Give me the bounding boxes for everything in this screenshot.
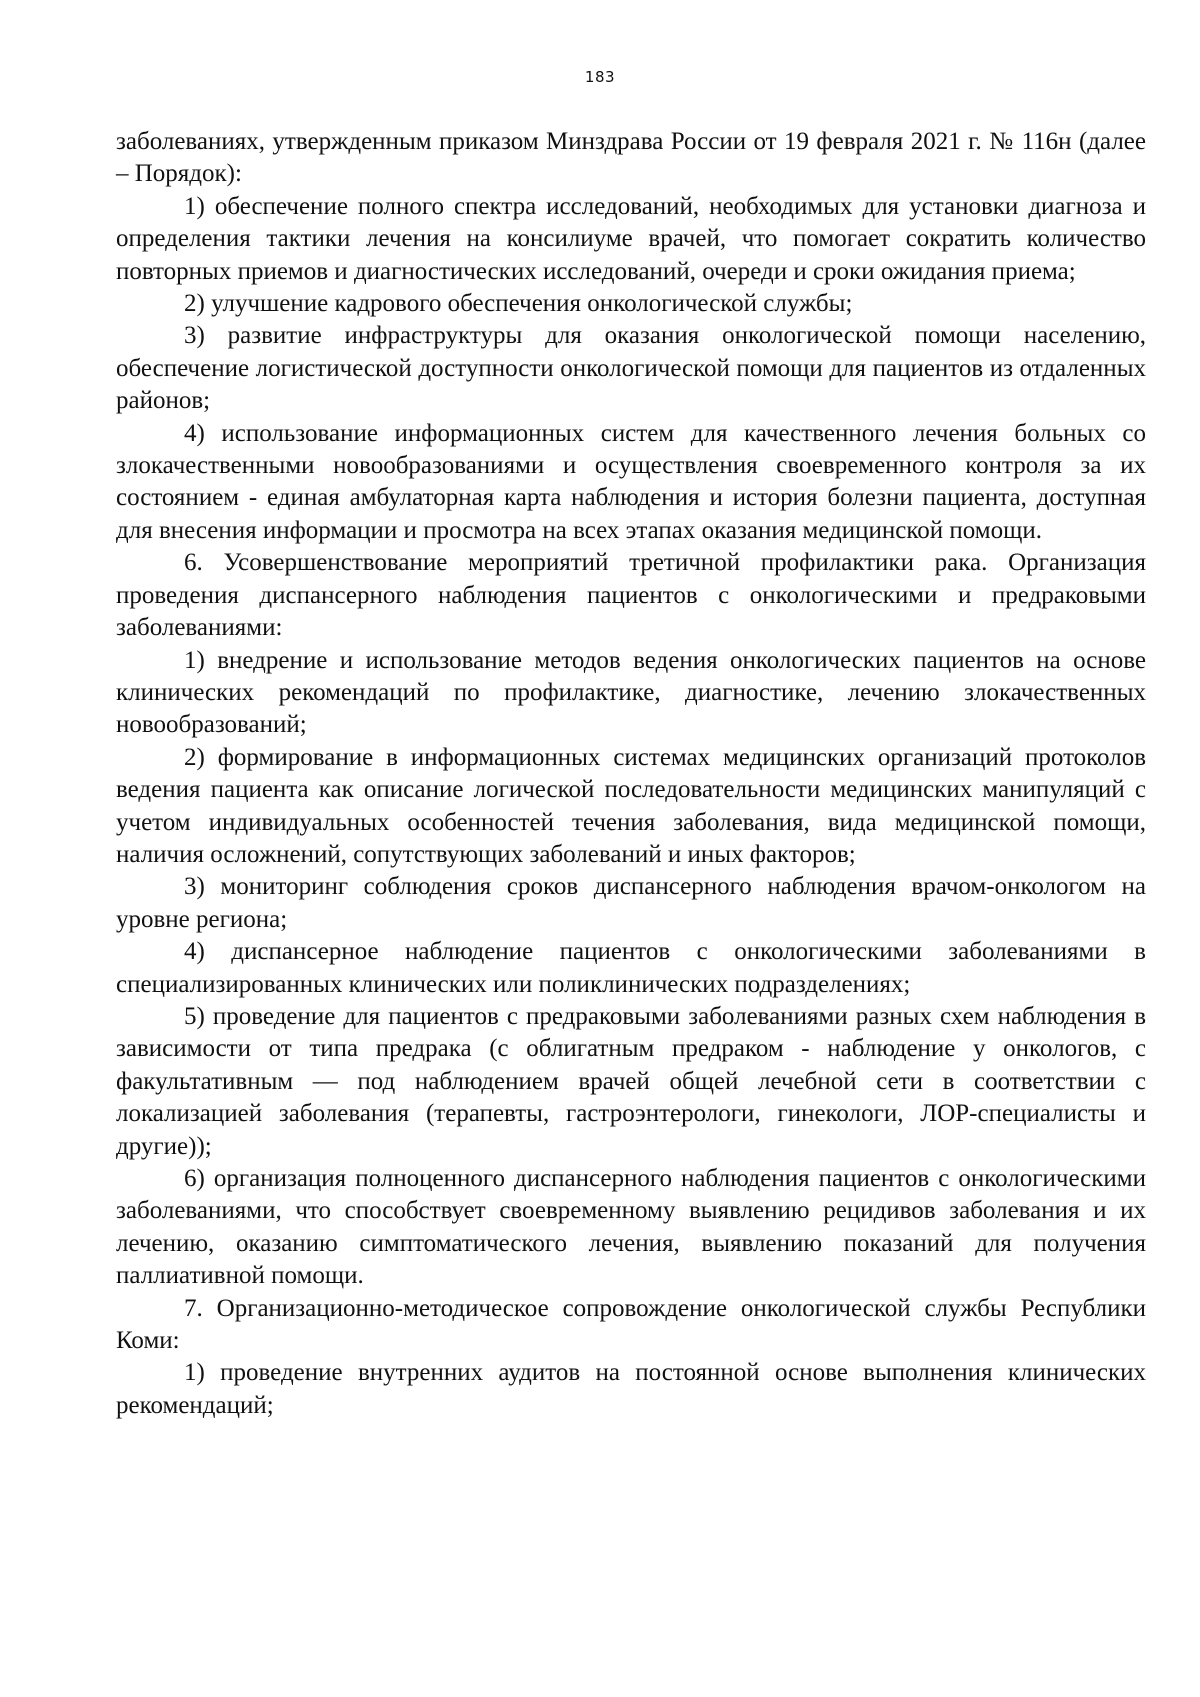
paragraph-item-4-information-systems: 4) использование информационных систем для качественного лечения больных со злокачественными новообразованиями и осуществления своевременного контроля за их состоянием - единая амбулаторная карта наблюдения и история болезни пациента, доступная для внесения информации и просмотра на всех этапах оказания медицинской помощи.: [116, 419, 1146, 544]
paragraph-item-6-3: 3) мониторинг соблюдения сроков диспансерного наблюдения врачом-онкологом на уровне региона;: [116, 873, 1146, 933]
paragraph-item-1-full-spectrum: 1) обеспечение полного спектра исследований, необходимых для установки диагноза и определения тактики лечения на консилиуме врачей, что помогает сократить количество повторных приемов и диагностических исследований, очереди и сроки ожидания приема;: [116, 192, 1146, 285]
page-number: 183: [584, 68, 616, 86]
paragraph-item-6-6: 6) организация полноценного диспансерного наблюдения пациентов с онкологическими заболеваниями, что способствует своевременному выявлению рецидивов заболевания и их лечению, оказанию симптоматического лечения, выявлению показаний для получения паллиативной помощи.: [116, 1165, 1146, 1290]
paragraph-item-6-1: 1) внедрение и использование методов ведения онкологических пациентов на основе клинических рекомендаций по профилактике, диагностике, лечению злокачественных новообразований;: [116, 646, 1146, 739]
document-body: [116, 126, 1146, 1422]
paragraph-item-6-2: 2) формирование в информационных системах медицинских организаций протоколов ведения пациента как описание логической последовательности медицинских манипуляций с учетом индивидуальных особенностей течения заболевания, вида медицинской помощи, наличия осложнений, сопутствующих заболеваний и иных факторов;: [116, 743, 1146, 868]
paragraph-item-3-infrastructure: 3) развитие инфраструктуры для оказания онкологической помощи населению, обеспечение логистической доступности онкологической помощи для пациентов из отдаленных районов;: [116, 322, 1146, 415]
paragraph-item-6-5: 5) проведение для пациентов с предраковыми заболеваниями разных схем наблюдения в зависимости от типа предрака (с облигатным предраком - наблюдение у онкологов, с факультативным — под наблюдением врачей общей лечебной сети в соответствии с локализацией заболевания (терапевты, гастроэнтерологи, гинекологи, ЛОР-специалисты и другие));: [116, 1002, 1146, 1160]
paragraph-continuation: заболеваниях, утвержденным приказом Минздрава России от 19 февраля 2021 г. № 116н (далее – Порядок):: [116, 128, 1146, 188]
paragraph-item-7-1: 1) проведение внутренних аудитов на постоянной основе выполнения клинических рекомендаций;: [116, 1359, 1146, 1419]
paragraph-item-6-4: 4) диспансерное наблюдение пациентов с онкологическими заболеваниями в специализированных клинических или поликлинических подразделениях;: [116, 938, 1146, 998]
section-heading-6: 6. Усовершенствование мероприятий третичной профилактики рака. Организация проведения диспансерного наблюдения пациентов с онкологическими и предраковыми заболеваниями:: [116, 549, 1146, 642]
paragraph-item-2-staffing: 2) улучшение кадрового обеспечения онкологической службы;: [184, 290, 853, 318]
section-heading-7: 7. Организационно-методическое сопровождение онкологической службы Республики Коми:: [116, 1294, 1146, 1355]
